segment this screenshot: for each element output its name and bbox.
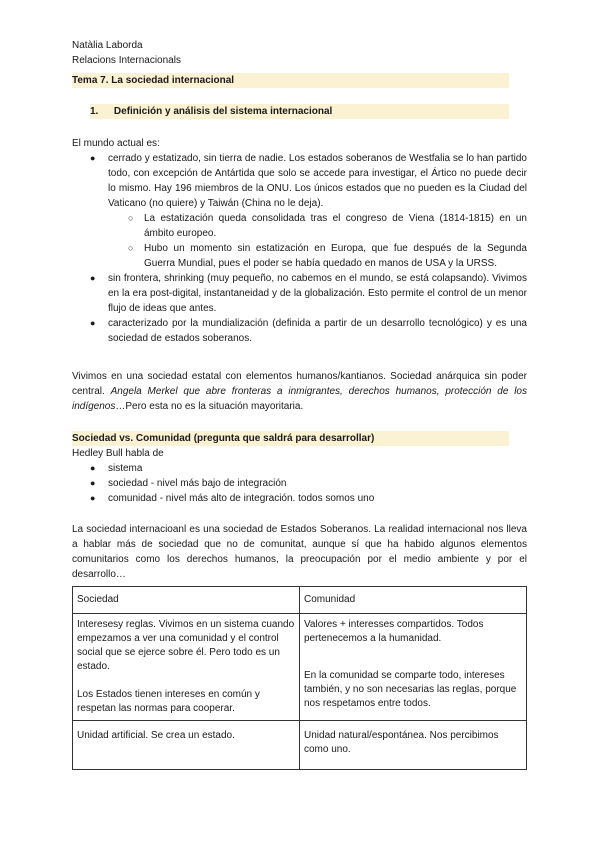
list-item: ● cerrado y estatizado, sin tierra de nadie. Los estados soberanos de Westfalia se lo han partido todo, con excepción de Antártida que solo se accede para investigar, el Ártico no puede decir lo mismo. Hay 196 miembros de la ONU. Los únicos estados que no pueden es la Ciudad del Vaticano (no quiere) y Taiwán (China no le deja). xyxy=(90,153,527,209)
table-cell: Valores + interesses compartidos. Todos pertenecemos a la humanidad. En la comunidad se comparte todo, intereses también, y no son necesarias las reglas, porque nos respetamos entre todos. xyxy=(300,614,527,721)
section2-title: Sociedad vs. Comunidad (pregunta que saldrá para desarrollar) xyxy=(72,433,375,444)
list-item: ○ La estatización queda consolidada tras el congreso de Viena (1814-1815) en un ámbito europeo. xyxy=(128,213,527,239)
world-characteristics-list xyxy=(72,151,527,346)
table-header-society: Sociedad xyxy=(73,587,300,614)
table-cell: Unidad natural/espontánea. Nos percibimos como uno. xyxy=(300,721,527,770)
society-vs-community-table xyxy=(72,586,527,770)
bullet-icon: ● xyxy=(90,273,96,283)
table-row xyxy=(73,614,527,721)
paragraph-international-society: La sociedad internacioanl es una sociedad de Estados Soberanos. La realidad internacional nos lleva a hablar más de sociedad que no de comunitat, aunque sí que ha habido algunos elementos comunitarios como los derechos humanos, la preocupación por el medio ambiente y por el desarrollo… xyxy=(72,524,527,580)
hollow-bullet-icon: ○ xyxy=(128,243,134,253)
section1-title: Definición y análisis del sistema internacional xyxy=(113,106,333,117)
list-item: ● sin frontera, shrinking (muy pequeño, no cabemos en el mundo, se está colapsando). Vivimos en la era post-digital, instantaneidad y de la globalización. Esto permite el control de un menor flujo de ideas que antes. xyxy=(90,273,527,314)
list-item: ○ Hubo un momento sin estatización en Europa, que fue después de la Segunda Guerra Mundial, pues el poder se había quedado en manos de USA y la URSS. xyxy=(128,243,527,269)
course-name: Relacions Internacionals xyxy=(72,55,181,66)
intro-text: El mundo actual es: xyxy=(72,138,160,149)
hollow-bullet-icon: ○ xyxy=(128,213,134,223)
table-row xyxy=(73,587,527,614)
section1-heading xyxy=(90,104,510,119)
bullet-icon: ● xyxy=(90,478,96,488)
list-item: ● sociedad - nivel más bajo de integración xyxy=(90,478,287,489)
table-cell: Interesesy reglas. Vivimos en un sistema cuando empezamos a ver una comunidad y el control social que se ejerce sobre él. Pero todo es un estado. Los Estados tienen intereses en común y respetan las normas para cooperar. xyxy=(73,614,300,721)
list-item: ● caracterizado por la mundialización (definida a partir de un desarrollo tecnológico) y es una sociedad de estados soberanos. xyxy=(90,318,527,344)
list-item: ● sistema xyxy=(90,463,143,474)
topic-title: Tema 7. La sociedad internacional xyxy=(72,75,235,86)
bull-levels-list xyxy=(72,461,527,506)
list-item: ● comunidad - nivel más alto de integración. todos somos uno xyxy=(90,493,375,504)
bullet-icon: ● xyxy=(90,463,96,473)
bullet-icon: ● xyxy=(90,153,96,163)
section2-intro: Hedley Bull habla de xyxy=(72,448,164,459)
table-header-community: Comunidad xyxy=(300,587,527,614)
section1-number: 1. xyxy=(90,106,99,117)
author-name: Natàlia Laborda xyxy=(72,40,143,51)
table-cell: Unidad artificial. Se crea un estado. xyxy=(73,721,300,770)
paragraph-society: Vivimos en una sociedad estatal con elementos humanos/kantianos. Sociedad anárquica sin poder central. Angela Merkel que abre fronteras a inmigrantes, derechos humanos, protección de los indígenos…Pero esta no es la situación mayoritaria. xyxy=(72,371,527,412)
table-row xyxy=(73,721,527,770)
bullet-icon: ● xyxy=(90,493,96,503)
bullet-icon: ● xyxy=(90,318,96,328)
